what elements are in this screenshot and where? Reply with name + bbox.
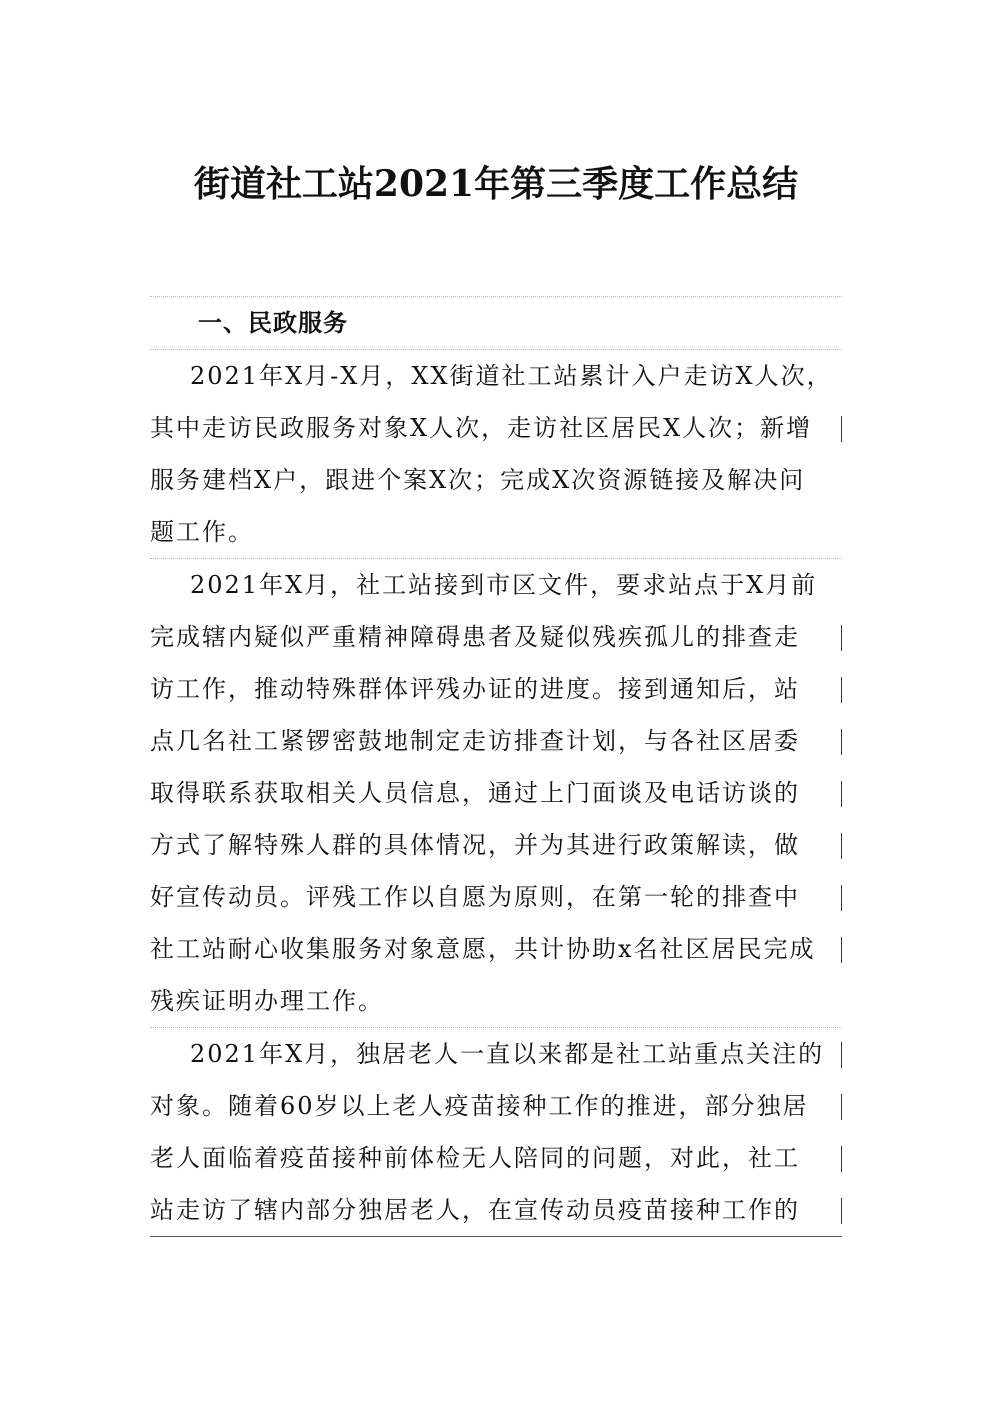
paragraph-line: 方式了解特殊人群的具体情况，并为其进行政策解读，做 [150,819,842,871]
paragraph-line: 2021年X月，社工站接到市区文件，要求站点于X月前 [190,571,818,599]
paragraph-line: 取得联系获取相关人员信息，通过上门面谈及电话访谈的 [150,767,842,819]
paragraph-line: 好宣传动员。评残工作以自愿为原则，在第一轮的排查中 [150,871,842,923]
paragraph-2 [150,559,842,1027]
paragraph-line: 老人面临着疫苗接种前体检无人陪同的问题，对此，社工 [150,1132,842,1184]
paragraph-line: 站走访了辖内部分独居老人，在宣传动员疫苗接种工作的 [150,1184,842,1236]
paragraph-line: 残疾证明办理工作。 [150,987,384,1015]
paragraph-3 [150,1028,842,1236]
paragraph-line: 服务建档X户，跟进个案X次；完成X次资源链接及解决问 [150,466,806,494]
paragraph-line: 完成辖内疑似严重精神障碍患者及疑似残疾孤儿的排查走 [150,611,842,663]
section-heading: 一、民政服务 [198,308,348,337]
paragraph-line: 2021年X月-X月，XX街道社工站累计入户走访X人次， [190,362,833,390]
document-title: 街道社工站2021年第三季度工作总结 [193,163,799,205]
paragraph-line: 访工作，推动特殊群体评残办证的进度。接到通知后，站 [150,663,842,715]
paragraph-line: 题工作。 [150,518,254,546]
paragraph-1 [150,350,842,558]
paragraph-line: 其中走访民政服务对象X人次，走访社区居民X人次；新增 [150,402,842,454]
paragraph-line: 2021年X月，独居老人一直以来都是社工站重点关注的 [150,1028,842,1080]
page-bottom-rule [150,1236,842,1237]
paragraph-line: 社工站耐心收集服务对象意愿，共计协助x名社区居民完成 [150,923,842,975]
document-body [150,296,842,1237]
paragraph-line: 点几名社工紧锣密鼓地制定走访排查计划，与各社区居委 [150,715,842,767]
paragraph-line: 对象。随着60岁以上老人疫苗接种工作的推进，部分独居 [150,1080,842,1132]
